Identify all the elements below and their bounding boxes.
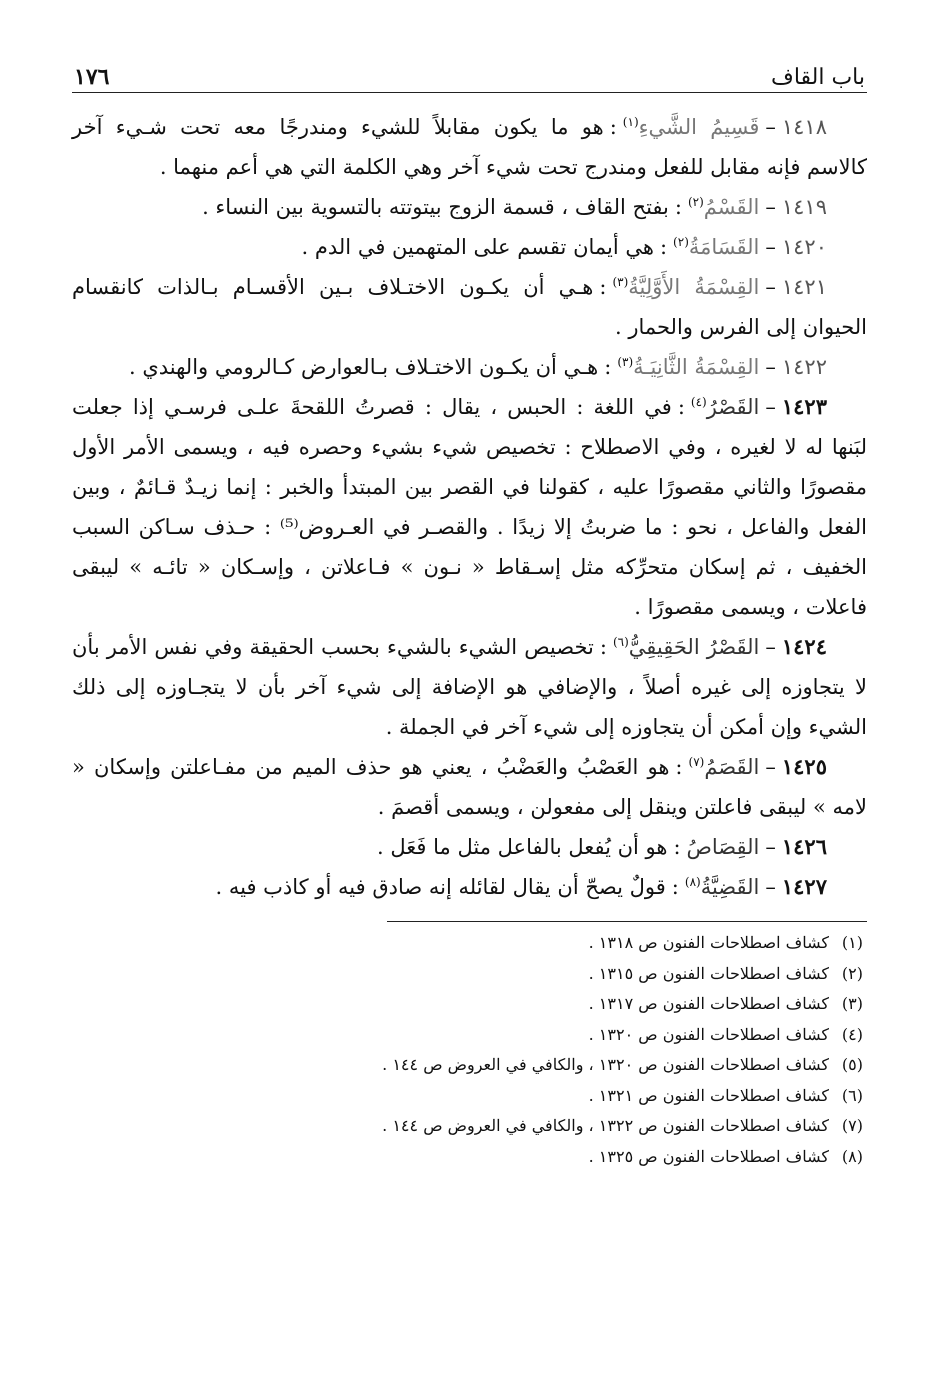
entry-number: ١٤٢٣ [781, 394, 827, 419]
entry-text: تخصيص الشيء بالشيء بحسب الحقيقة وفي نفس الأمر بأن لا يتجاوزه إلى غيره أصلاً ، والإضافي هو الإضافة إلى شيء آخر بأن لا يتجـاوزه إلى ذلك الشيء وإن أمكن أن يتجاوزه إلى شيء آخر في الجملة . [72, 635, 867, 739]
entry-number: ١٤٢٥ [781, 754, 827, 779]
entry-term: القَضِيَّةُ [700, 875, 760, 899]
footnote-ref: (٣) [617, 355, 634, 369]
footnote-ref: (٤) [690, 395, 707, 409]
entry-number: ١٤٢٦ [781, 834, 827, 859]
footnote-ref: (٧) [688, 755, 705, 769]
footnote-ref: (٦) [612, 635, 629, 649]
entry-term: القَصْرُ الحَقِيقِيُّ [628, 635, 760, 659]
footnote-ref: (٢) [687, 195, 704, 209]
entry-text: قولٌ يصحّ أن يقال لقائله إنه صادق فيه أو كاذب فيه . [215, 875, 666, 899]
footnote-ref: (٣) [612, 275, 629, 289]
entry-term: القِسْمَةُ الأَوَّلِيَّةُ [628, 275, 760, 299]
footnote-ref: (٢) [673, 235, 689, 249]
entry-text: بفتح القاف ، قسمة الزوج بيتوتته بالتسوية بين النساء . [202, 195, 669, 219]
entry-1423: ١٤٢٣–القَصْرُ$^{(٤)}$:في اللغة : الحبس ، يقال : قصرتُ اللقحةَ علـى فرسـي إذا جعلت لبَنها له لا لغيره ، وفي الاصطلاح : تخصيص شيء بشيء وحصره فيه ، ويسمى الأمر الأول مقصورًا والثاني مقصورًا عليه ، كقولنا في القصر بين المبتدأ والخبر : إنما زيـدٌ قـائمٌ ، وبين الفعل والفاعل ، نحو : ما ضربتُ إلا زيدًا . والقصـر في العـروض⁽⁵⁾ : حـذف سـاكن السبب الخفيف ، ثم إسكان متحرِّكه مثل إسـقاط « نـون » فـاعلاتن ، وإسـكان « تائـه » ليبقى فاعلات ، ويسمى مقصورًا . [72, 394, 867, 619]
entry-1425: ١٤٢٥–القَصَمُ$^{(٧)}$:هو العَصْبُ والعَضْبُ ، يعني هو حذف الميم من مفـاعلتن وإسكان « لامه » ليبقى فاعلتن وينقل إلى مفعولن ، ويسمى أقصمَ . [72, 754, 867, 819]
entry-number: ١٤٢٢ [781, 355, 827, 379]
footnote-text: كشاف اصطلاحات الفنون ص ١٣٢٠ . [588, 1024, 829, 1044]
entry-number: ١٤٢١ [781, 275, 827, 299]
footnote-ref: (٨) [684, 875, 701, 889]
entry-text: هـي أن يكـون الاختـلاف بـين الأقسـام بـالذات كانقسام الحيوان إلى الفرس والحمار . [72, 275, 867, 339]
entry-term: القِسْمَةُ الثَّانِيَـةُ [633, 355, 760, 379]
footnote-number: (٧) [841, 1116, 863, 1135]
footnote-text: كشاف اصطلاحات الفنون ص ١٣١٧ . [588, 994, 829, 1013]
footnote-text: كشاف اصطلاحات الفنون ص ١٣١٥ . [588, 963, 829, 983]
footnote-item [382, 1111, 867, 1142]
entry-1427: ١٤٢٧–القَضِيَّةُ$^{(٨)}$:قولٌ يصحّ أن يقال لقائله إنه صادق فيه أو كاذب فيه . [215, 874, 827, 899]
entry-text: هو أن يُفعل بالفاعل مثل ما فَعَل . [377, 835, 668, 859]
chapter-title: باب القاف [771, 65, 865, 90]
entry-1419: ١٤١٩–القَسْمُ$^{(٢)}$:بفتح القاف ، قسمة الزوج بيتوتته بالتسوية بين النساء . [202, 195, 827, 219]
entry-1422: ١٤٢٢–القِسْمَةُ الثَّانِيَـةُ$^{(٣)}$:هـي أن يكـون الاختـلاف بـالعوارض كـالرومي والهندي . [128, 355, 827, 379]
entry-term: قَسِيمُ الشَّيءِ [638, 115, 760, 139]
footnote-ref: (١) [622, 115, 639, 129]
entry-term: القَسَامَةُ [688, 235, 760, 259]
entry-1420: ١٤٢٠–القَسَامَةُ$^{(٢)}$:هي أيمان تقسم على المتهمين في الدم . [301, 235, 827, 259]
entry-number: ١٤٢٧ [781, 874, 827, 899]
page-number: ١٧٦ [74, 64, 110, 90]
footnote-item [387, 1020, 867, 1051]
entry-number: ١٤١٩ [781, 195, 827, 219]
footnote-number: (٢) [841, 963, 863, 983]
footnote-number: (٣) [841, 994, 863, 1013]
footnotes-section [382, 921, 867, 1172]
footnote-number: (٤) [841, 1024, 863, 1044]
footnote-text: كشاف اصطلاحات الفنون ص ١٣٢٠ ، والكافي في العروض ص ١٤٤ . [382, 1055, 829, 1074]
entry-text: هي أيمان تقسم على المتهمين في الدم . [301, 235, 654, 259]
entry-text: هو العَصْبُ والعَضْبُ ، يعني هو حذف الميم من مفـاعلتن وإسكان « لامه » ليبقى فاعلتن وينقل إلى مفعولن ، ويسمى أقصمَ . [72, 755, 867, 819]
entry-text: في اللغة : الحبس ، يقال : قصرتُ اللقحةَ علـى فرسـي إذا جعلت لبَنها له لا لغيره ، وفي الاصطلاح : تخصيص شيء بشيء وحصره فيه ، ويسمى الأمر الأول مقصورًا والثاني مقصورًا عليه ، كقولنا في القصر بين المبتدأ والخبر : إنما زيـدٌ قـائمٌ ، وبين الفعل والفاعل ، نحو : ما ضربتُ إلا زيدًا . والقصـر في العـروض⁽⁵⁾ : حـذف سـاكن السبب الخفيف ، ثم إسكان متحرِّكه مثل إسـقاط « نـون » فـاعلاتن ، وإسـكان « تائـه » ليبقى فاعلات ، ويسمى مقصورًا . [72, 395, 867, 619]
footnote-item [387, 959, 867, 990]
entry-1426: ١٤٢٦–القِصَاصُ:هو أن يُفعل بالفاعل مثل ما فَعَل . [377, 834, 827, 859]
entry-term: القَسْمُ [703, 195, 760, 219]
footnote-number: (٨) [841, 1146, 863, 1166]
footnote-item [387, 928, 867, 959]
entry-1424: ١٤٢٤–القَصْرُ الحَقِيقِيُّ$^{(٦)}$:تخصيص الشيء بالشيء بحسب الحقيقة وفي نفس الأمر بأن لا يتجاوزه إلى غيره أصلاً ، والإضافي هو الإضافة إلى شيء آخر بأن لا يتجـاوزه إلى ذلك الشيء وإن أمكن أن يتجاوزه إلى شيء آخر في الجملة . [72, 634, 867, 739]
footnote-text: كشاف اصطلاحات الفنون ص ١٣٢١ . [588, 1085, 829, 1105]
footnote-number: (٥) [841, 1055, 863, 1074]
footnote-item [382, 1050, 867, 1081]
entry-1421: ١٤٢١–القِسْمَةُ الأَوَّلِيَّةُ$^{(٣)}$:هـي أن يكـون الاختـلاف بـين الأقسـام بـالذات كانقسام الحيوان إلى الفرس والحمار . [72, 275, 867, 339]
footnote-item [387, 989, 867, 1020]
entry-number: ١٤١٨ [781, 115, 827, 139]
entry-text: هو ما يكون مقابلاً للشيء ومندرجًا معه تحت شـيء آخر كالاسم فإنه مقابل للفعل ومندرج تحت شيء آخر وهي الكلمة التي هي أعم منهما . [72, 115, 867, 179]
footnote-text: كشاف اصطلاحات الفنون ص ١٣٢٥ . [588, 1146, 829, 1166]
entry-term: القَصَمُ [704, 755, 760, 779]
entries-body [72, 107, 867, 907]
entry-text: هـي أن يكـون الاختـلاف بـالعوارض كـالرومي والهندي . [128, 355, 599, 379]
entry-1418: ١٤١٨–قَسِيمُ الشَّيءِ$^{(١)}$:هو ما يكون مقابلاً للشيء ومندرجًا معه تحت شـيء آخر كالاسم فإنه مقابل للفعل ومندرج تحت شيء آخر وهي الكلمة التي هي أعم منهما . [72, 115, 867, 179]
footnote-item [387, 1081, 867, 1112]
footnote-text: كشاف اصطلاحات الفنون ص ١٣١٨ . [588, 933, 829, 952]
footnote-number: (٦) [841, 1085, 863, 1105]
entry-term: القَصْرُ [706, 395, 760, 419]
running-header [72, 60, 867, 93]
entry-term: القِصَاصُ [686, 835, 760, 859]
entry-number: ١٤٢٤ [781, 634, 827, 659]
footnote-number: (١) [841, 933, 863, 952]
entry-number: ١٤٢٠ [781, 235, 827, 259]
footnote-item [387, 1142, 867, 1173]
footnote-text: كشاف اصطلاحات الفنون ص ١٣٢٢ ، والكافي في العروض ص ١٤٤ . [382, 1116, 829, 1135]
